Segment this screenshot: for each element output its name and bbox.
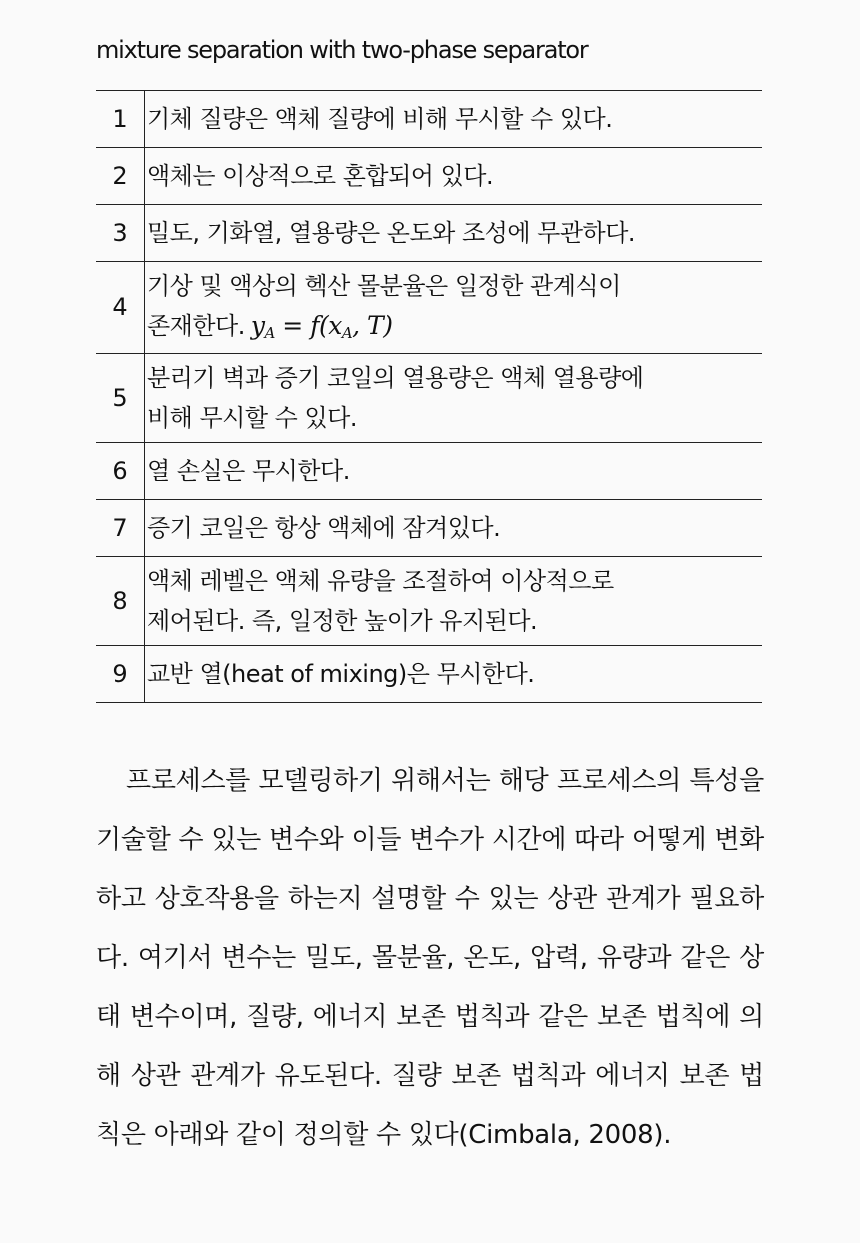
row-number: 9 bbox=[96, 646, 145, 703]
assumption-text bbox=[145, 262, 763, 354]
equilibrium-formula: $y_A = f(x_A$, T) bbox=[250, 311, 393, 342]
table-row bbox=[96, 557, 762, 646]
assumption-text: 교반 열(heat of mixing)은 무시한다. bbox=[147, 660, 535, 688]
assumption-text: 증기 코일은 항상 액체에 잠겨있다. bbox=[147, 514, 501, 542]
document-page bbox=[96, 0, 764, 1243]
row-number: 3 bbox=[96, 205, 145, 262]
table-row bbox=[96, 646, 762, 703]
assumption-line: 비해 무시할 수 있다. bbox=[147, 404, 357, 432]
assumption-line: 분리기 벽과 증기 코일의 열용량은 액체 열용량에 bbox=[147, 364, 644, 392]
table-row bbox=[96, 148, 762, 205]
row-number: 5 bbox=[96, 354, 145, 443]
assumption-text: 밀도, 기화열, 열용량은 온도와 조성에 무관하다. bbox=[147, 219, 636, 247]
assumption-text bbox=[145, 557, 763, 646]
table-row bbox=[96, 91, 762, 148]
assumption-line-text: 존재한다. bbox=[147, 312, 245, 340]
assumption-line: 기상 및 액상의 헥산 몰분율은 일정한 관계식이 bbox=[147, 272, 621, 300]
assumption-text bbox=[145, 354, 763, 443]
row-number: 1 bbox=[96, 91, 145, 148]
assumptions-table bbox=[96, 90, 762, 703]
table-row bbox=[96, 205, 762, 262]
table-row bbox=[96, 443, 762, 500]
table-row bbox=[96, 354, 762, 443]
assumption-line bbox=[147, 306, 762, 353]
assumption-line: 제어된다. 즉, 일정한 높이가 유지된다. bbox=[147, 607, 538, 635]
row-number: 8 bbox=[96, 557, 145, 646]
assumption-text: 액체는 이상적으로 혼합되어 있다. bbox=[147, 162, 494, 190]
table-row bbox=[96, 262, 762, 354]
table-caption: mixture separation with two-phase separator bbox=[96, 36, 588, 64]
assumption-text: 기체 질량은 액체 질량에 비해 무시할 수 있다. bbox=[147, 105, 613, 133]
row-number: 2 bbox=[96, 148, 145, 205]
row-number: 4 bbox=[96, 262, 145, 354]
assumption-text: 열 손실은 무시한다. bbox=[147, 457, 350, 485]
assumption-line: 액체 레벨은 액체 유량을 조절하여 이상적으로 bbox=[147, 567, 614, 595]
row-number: 6 bbox=[96, 443, 145, 500]
table-row bbox=[96, 500, 762, 557]
body-paragraph: 프로세스를 모델링하기 위해서는 해당 프로세스의 특성을 기술할 수 있는 변수와 이들 변수가 시간에 따라 어떻게 변화하고 상호작용을 하는지 설명할 수 있는 상관 관계가 필요하다. 여기서 변수는 밀도, 몰분율, 온도, 압력, 유량과 같은 상태 변수이며, 질량, 에너지 보존 법칙과 같은 보존 법칙에 의해 상관 관계가 유도된다. 질량 보존 법칙과 에너지 보존 법칙은 아래와 같이 정의할 수 있다(Cimbala, 2008). bbox=[96, 766, 764, 1150]
row-number: 7 bbox=[96, 500, 145, 557]
